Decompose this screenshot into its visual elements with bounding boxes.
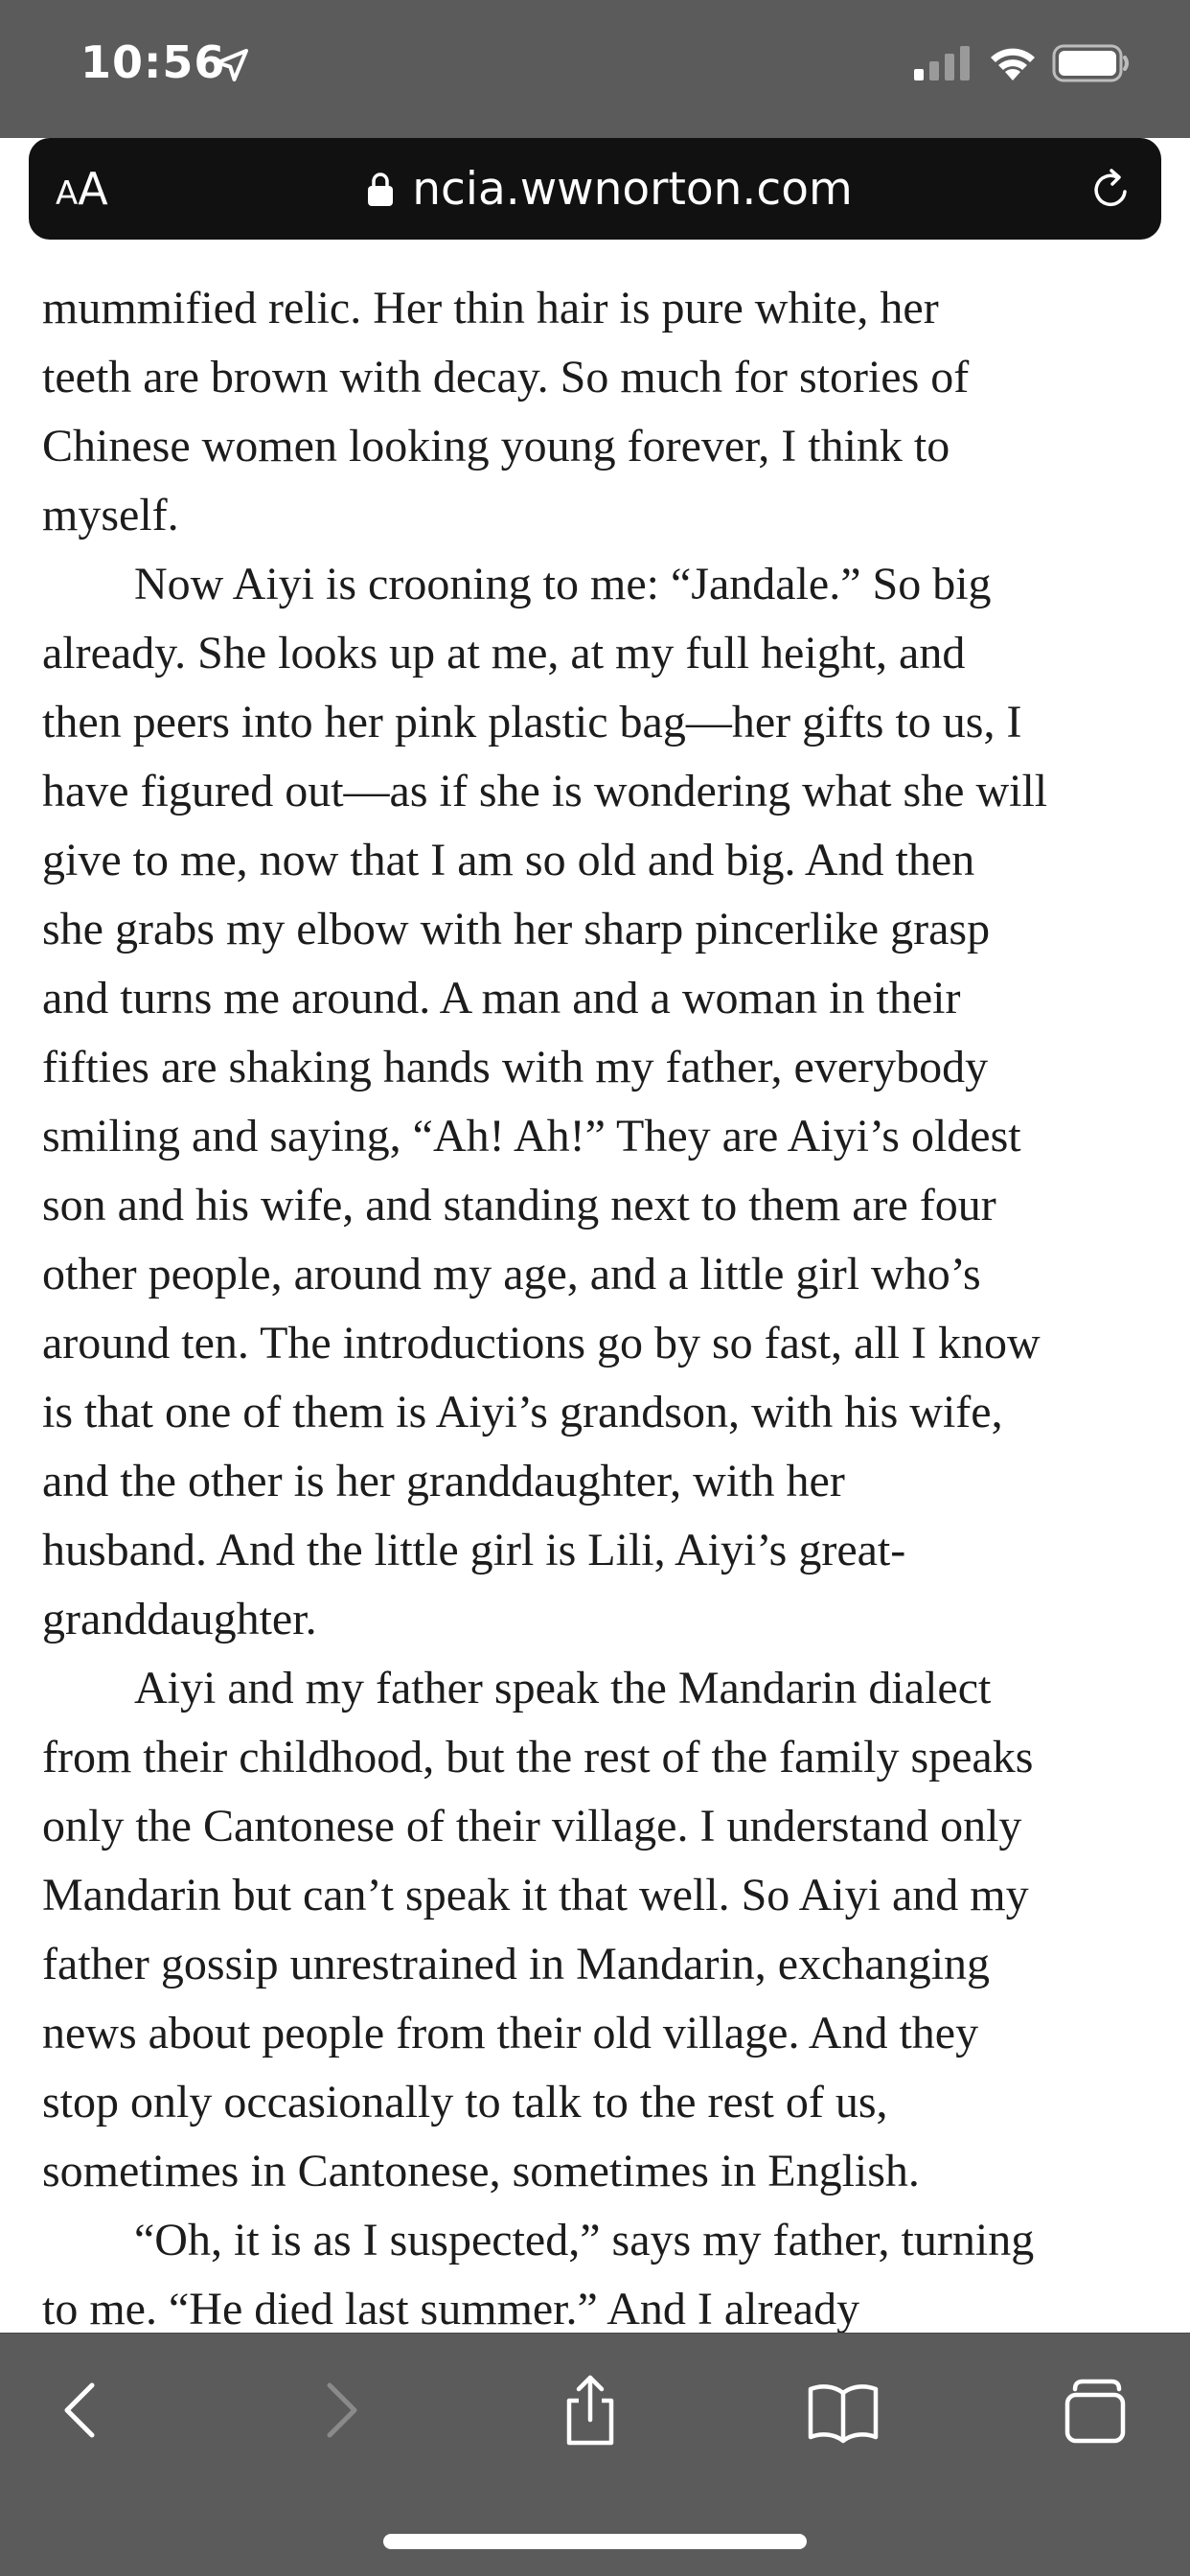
text-line: mummified relic. Her thin hair is pure white, her	[42, 283, 939, 334]
address-bar[interactable]	[29, 138, 1161, 240]
status-time: 10:56	[80, 36, 226, 88]
text-line: Aiyi and my father speak the Mandarin dialect	[134, 1663, 992, 1714]
text-line: from their childhood, but the rest of the family speaks	[42, 1732, 1034, 1782]
home-indicator[interactable]	[383, 2534, 807, 2549]
wifi-icon	[987, 42, 1039, 82]
text-line: only the Cantonese of their village. I understand only	[42, 1801, 1022, 1852]
text-line: have figured out—as if she is wondering what she will	[42, 766, 1048, 816]
paragraph	[42, 2206, 1158, 2333]
reload-icon[interactable]	[1088, 167, 1134, 213]
text-line: Chinese women looking young forever, I think to	[42, 421, 950, 472]
text-line: husband. And the little girl is Lili, Aiyi’s great-	[42, 1525, 906, 1576]
tabs-icon[interactable]	[1056, 2372, 1133, 2449]
text-line: teeth are brown with decay. So much for stories of	[42, 352, 970, 402]
text-line: around ten. The introductions go by so fast, all I know	[42, 1318, 1041, 1368]
status-bar	[0, 0, 1190, 138]
share-icon[interactable]	[552, 2372, 629, 2449]
text-line: “Oh, it is as I suspected,” says my father, turning	[134, 2215, 1035, 2266]
text-line: father gossip unrestrained in Mandarin, exchanging	[42, 1939, 991, 1990]
location-arrow-icon	[213, 46, 251, 84]
cellular-signal-icon	[914, 46, 972, 80]
forward-icon[interactable]	[301, 2372, 378, 2449]
text-line: son and his wife, and standing next to them are four	[42, 1180, 996, 1230]
text-line: granddaughter.	[42, 1594, 317, 1644]
text-line: to me. “He died last summer.” And I already	[42, 2284, 860, 2333]
text-line: Mandarin but can’t speak it that well. So Aiyi and my	[42, 1870, 1029, 1920]
url-display[interactable]	[29, 138, 1161, 240]
text-line: and turns me around. A man and a woman in their	[42, 973, 961, 1024]
text-line: stop only occasionally to talk to the rest of us,	[42, 2077, 888, 2128]
paragraph	[42, 550, 1158, 1654]
text-line: sometimes in Cantonese, sometimes in English.	[42, 2146, 920, 2196]
text-line: myself.	[42, 490, 179, 540]
text-line: other people, around my age, and a little girl who’s	[42, 1249, 981, 1300]
url-text: ncia.wwnorton.com	[412, 162, 853, 216]
paragraph	[42, 1654, 1158, 2206]
back-icon[interactable]	[44, 2372, 121, 2449]
text-line: fifties are shaking hands with my father, everybody	[42, 1042, 989, 1092]
text-line: Now Aiyi is crooning to me: “Jandale.” So big	[134, 559, 992, 610]
text-line: is that one of them is Aiyi’s grandson, with his wife,	[42, 1387, 1003, 1438]
text-line: give to me, now that I am so old and big. And then	[42, 835, 975, 886]
article-content	[42, 274, 1158, 2333]
lock-icon	[366, 171, 395, 207]
text-line: she grabs my elbow with her sharp pincerlike grasp	[42, 904, 991, 954]
paragraph	[42, 274, 1158, 550]
reader-settings-button[interactable]: AA	[56, 163, 108, 215]
text-line: then peers into her pink plastic bag—her gifts to us, I	[42, 697, 1022, 748]
text-line: smiling and saying, “Ah! Ah!” They are Aiyi’s oldest	[42, 1111, 1021, 1162]
battery-icon	[1052, 44, 1131, 82]
text-line: news about people from their old village. And they	[42, 2008, 979, 2058]
text-line: already. She looks up at me, at my full height, and	[42, 628, 966, 678]
text-line: and the other is her granddaughter, with her	[42, 1456, 845, 1506]
bookmarks-icon[interactable]	[805, 2372, 881, 2449]
